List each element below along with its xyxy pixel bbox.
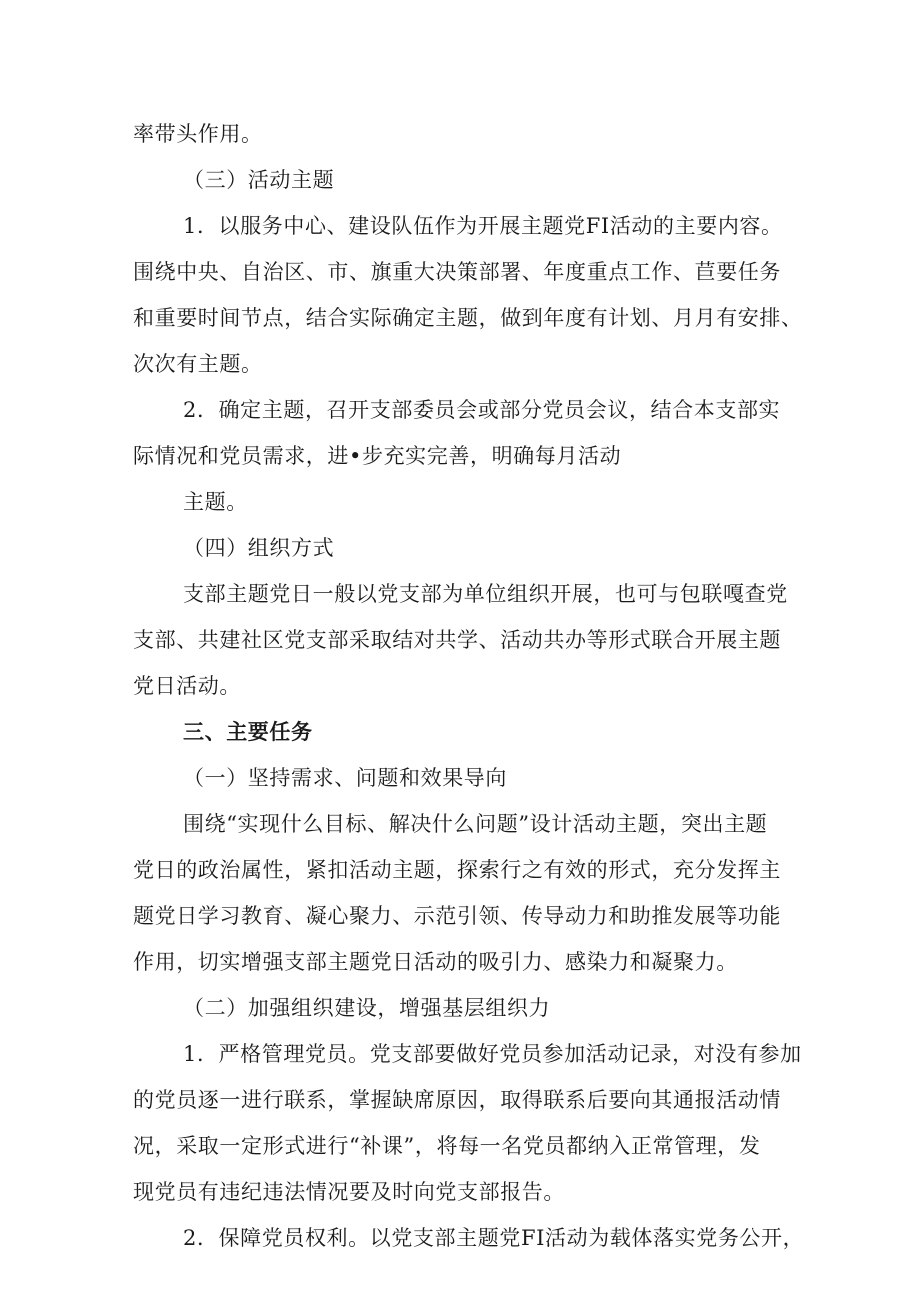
text-line: 党日的政治属性，紧扣活动主题，探索行之有效的形式，充分发挥主 xyxy=(133,858,781,882)
text-line: 率带头作用。 xyxy=(133,122,263,146)
text-line: 党日活动。 xyxy=(133,674,241,698)
chapter-heading: 三、主要任务 xyxy=(183,719,313,744)
section-heading: （三）活动主题 xyxy=(183,168,335,192)
text-line: 现党员有违纪违法情况要及时向党支部报告。 xyxy=(133,1180,565,1204)
text-line: 际情况和党员需求，进•步充实完善，明确每月活动 xyxy=(133,444,622,468)
text-line: 2．保障党员权利。以党支部主题党FI活动为载体落实党务公开， xyxy=(183,1226,805,1250)
text-line: 的党员逐一进行联系，掌握缺席原因，取得联系后要向其通报活动情 xyxy=(133,1088,781,1112)
section-heading: （一）坚持需求、问题和效果导向 xyxy=(183,766,507,790)
text-line: 和重要时间节点，结合实际确定主题，做到年度有计划、月月有安排、 xyxy=(133,306,803,330)
text-line: 2．确定主题，召开支部委员会或部分党员会议，结合本支部实 xyxy=(183,398,781,422)
text-line: 支部、共建社区党支部采取结对共学、活动共办等形式联合开展主题 xyxy=(133,628,781,652)
section-heading: （二）加强组织建设，增强基层组织力 xyxy=(183,996,551,1020)
text-line: 围绕中央、自治区、市、旗重大决策部署、年度重点工作、苣要任务 xyxy=(133,260,781,284)
text-line: 次次有主题。 xyxy=(133,352,263,376)
text-line: 主题。 xyxy=(183,490,248,514)
text-line: 围绕“实现什么目标、解决什么问题”设计活动主题，突出主题 xyxy=(183,812,768,836)
text-line: 题党日学习教育、凝心聚力、示范引领、传导动力和助推发展等功能 xyxy=(133,904,781,928)
section-heading: （四）组织方式 xyxy=(183,536,335,560)
text-line: 1．以服务中心、建设队伍作为开展主题党FI活动的主要内容。 xyxy=(183,214,783,238)
text-line: 况，采取一定形式进行“补课”，将每一名党员都纳入正常管理，发 xyxy=(133,1134,761,1158)
text-line: 1．严格管理党员。党支部要做好党员参加活动记录，对没有参加 xyxy=(183,1042,802,1066)
text-line: 作用，切实增强支部主题党日活动的吸引力、感染力和凝聚力。 xyxy=(133,950,738,974)
text-line: 支部主题党日一般以党支部为单位组织开展，也可与包联嘎查党 xyxy=(183,582,788,606)
